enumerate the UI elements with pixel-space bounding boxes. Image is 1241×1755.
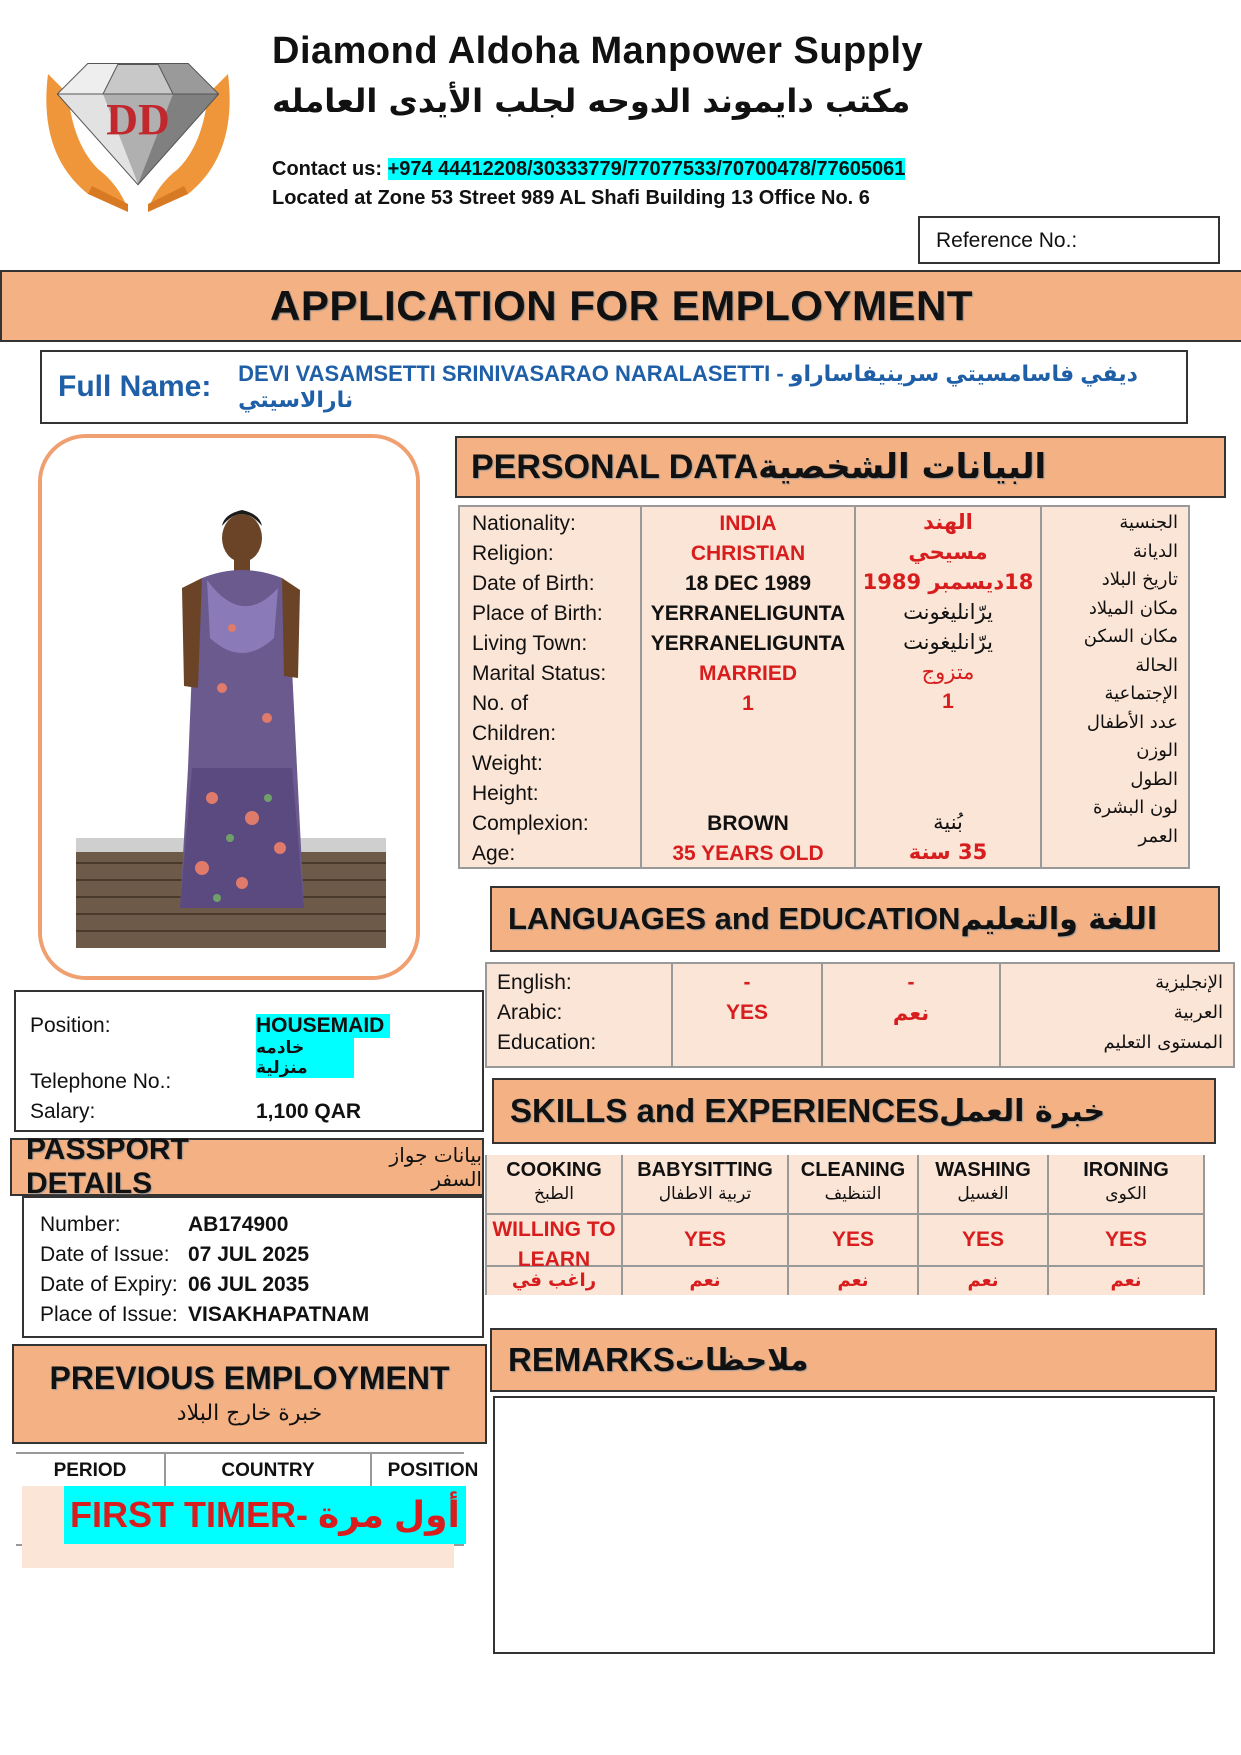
skill-cooking-name: COOKING (506, 1159, 602, 1181)
company-name: Diamond Aldoha Manpower Supply (272, 30, 924, 72)
skill-cooking-name-arabic: الطبخ (534, 1184, 574, 1204)
nationality-value: INDIA (719, 512, 777, 535)
personal-data-values (640, 507, 854, 867)
skills-title: SKILLS and EXPERIENCES (510, 1092, 940, 1129)
position-box (14, 990, 484, 1132)
personal-data-table (458, 505, 1190, 869)
nationality-label-arabic: الجنسية (1119, 512, 1178, 533)
remarks-title-arabic: ملاحظات (674, 1342, 809, 1378)
english-label: English: (497, 971, 572, 994)
remarks-box[interactable] (493, 1396, 1215, 1654)
religion-value-arabic: مسيحي (908, 540, 988, 564)
religion-label: Religion: (472, 542, 554, 565)
marital-status-label-arabic-1: الحالة (1135, 654, 1178, 676)
arabic-value: YES (725, 1001, 769, 1024)
english-value: - (743, 971, 751, 994)
salary-label: Salary: (30, 1100, 96, 1123)
country-column-header: COUNTRY (164, 1454, 370, 1488)
complexion-label-arabic: لون البشرة (1092, 797, 1178, 818)
skills-title-arabic: خبرة العمل (939, 1093, 1106, 1129)
skill-babysitting (621, 1155, 787, 1295)
personal-data-header (455, 436, 1226, 498)
skill-cleaning-name: CLEANING (800, 1159, 906, 1181)
skill-cleaning (787, 1155, 917, 1295)
passport-expiry-value: 06 JUL 2035 (188, 1273, 310, 1296)
skill-ironing-name: IRONING (1083, 1159, 1169, 1181)
passport-place-value: VISAKHAPATNAM (188, 1303, 370, 1326)
empty-value-arabic (856, 717, 1040, 747)
date-of-birth-value-arabic: 18ديسمبر 1989 (862, 570, 1034, 594)
passport-title: PASSPORT DETAILS (26, 1133, 189, 1200)
height-value (642, 779, 854, 809)
company-name-arabic: مكتب دايموند الدوحه لجلب الأيدى العامله (272, 82, 911, 120)
marital-status-value: MARRIED (699, 662, 797, 685)
skill-babysitting-value-arabic: نعم (689, 1270, 721, 1291)
skill-ironing-value: YES (1049, 1215, 1203, 1267)
date-of-birth-value: 18 DEC 1989 (684, 572, 812, 595)
complexion-label: Complexion: (472, 812, 589, 835)
passport-header (10, 1133, 484, 1200)
previous-employment-title: PREVIOUS EMPLOYMENT (49, 1360, 450, 1396)
height-value-arabic (856, 777, 1040, 807)
children-label-arabic: عدد الأطفال (1086, 711, 1178, 733)
education-label: Education: (497, 1031, 597, 1054)
place-of-birth-label: Place of Birth: (472, 602, 603, 625)
title-bar (0, 270, 1241, 342)
passport-number-value: AB174900 (188, 1213, 289, 1236)
full-name-label: Full Name: (58, 370, 212, 403)
living-town-value-arabic: يرّانليغونت (903, 630, 993, 654)
skill-babysitting-value: YES (623, 1215, 787, 1267)
telephone-label: Telephone No.: (30, 1070, 172, 1093)
children-value: 1 (742, 692, 754, 715)
age-value-arabic: 35 سنة (908, 840, 988, 864)
language-labels (487, 964, 671, 1066)
passport-place-label: Place of Issue: (40, 1303, 178, 1326)
marital-status-label: Marital Status: (472, 662, 607, 685)
position-value-arabic: خادمه منزلية (256, 1038, 354, 1078)
languages-table (485, 962, 1235, 1068)
passport-title-arabic: بيانات جواز السفر (389, 1143, 482, 1191)
passport-expiry-row (40, 1270, 482, 1300)
education-value (673, 1028, 821, 1058)
skill-cleaning-value-arabic: نعم (837, 1270, 869, 1291)
logo-letters: DD (106, 95, 170, 144)
position-value-en: HOUSEMAID (256, 1014, 390, 1038)
passport-issue-label: Date of Issue: (40, 1243, 170, 1266)
office-location: Located at Zone 53 Street 989 AL Shafi Building 13 Office No. 6 (272, 187, 870, 209)
date-of-birth-label: Date of Birth: (472, 572, 595, 595)
skill-washing-name-arabic: الغسيل (957, 1184, 1009, 1204)
languages-title: LANGUAGES and EDUCATION (508, 901, 961, 936)
complexion-value: BROWN (707, 812, 789, 835)
full-name-value: DEVI VASAMSETTI SRINIVASARAO NARALASETTI - ديفي فاسامسيتي سرينيفاساراو نارالاسيتي (238, 361, 1138, 412)
salary-value: 1,100 QAR (256, 1100, 362, 1123)
diamond-hands-icon (28, 34, 248, 214)
nationality-value-arabic: الهند (923, 510, 973, 534)
reference-label: Reference No.: (936, 229, 1078, 252)
children-label-line2: Children: (472, 722, 557, 745)
previous-employment-title-arabic: خبرة خارج البلاد (176, 1401, 323, 1426)
position-value (256, 1014, 390, 1078)
skills-header (492, 1078, 1216, 1144)
languages-header (490, 886, 1220, 952)
language-values (671, 964, 821, 1066)
age-label: Age: (472, 842, 516, 865)
education-label-arabic: المستوى التعليم (1103, 1032, 1223, 1053)
skill-washing-name: WASHING (935, 1159, 1031, 1181)
marital-status-label-arabic-2: الإجتماعية (1104, 683, 1178, 704)
skill-cooking-value: WILLING TO LEARN (492, 1218, 616, 1271)
education-value-arabic (823, 1028, 999, 1058)
weight-label-arabic: الوزن (1136, 740, 1178, 761)
skills-table (485, 1155, 1205, 1295)
personal-data-title: PERSONAL DATA (471, 447, 759, 486)
weight-value (642, 749, 854, 779)
passport-place-row (40, 1300, 482, 1330)
religion-value: CHRISTIAN (690, 542, 806, 565)
contact-label: Contact us: (272, 158, 388, 180)
living-town-label-arabic: مكان السكن (1083, 626, 1178, 647)
skill-washing-value-arabic: نعم (967, 1270, 999, 1291)
company-logo (28, 34, 248, 214)
english-label-arabic: الإنجليزية (1155, 972, 1223, 993)
weight-label: Weight: (472, 752, 543, 775)
english-value-arabic: - (907, 971, 915, 994)
applicant-photo (42, 438, 420, 980)
place-of-birth-label-arabic: مكان الميلاد (1088, 597, 1178, 619)
age-value: 35 YEARS OLD (672, 842, 824, 865)
personal-data-labels-arabic (1040, 507, 1188, 867)
contact-phones: +974 44412208/30333779/77077533/70700478/77605061 (387, 158, 906, 180)
nationality-label: Nationality: (472, 512, 576, 535)
language-values-arabic (821, 964, 999, 1066)
weight-value-arabic (856, 747, 1040, 777)
skill-washing (917, 1155, 1047, 1295)
personal-data-title-arabic: البيانات الشخصية (758, 447, 1047, 487)
passport-number-label: Number: (40, 1213, 121, 1236)
previous-employment-header (12, 1344, 487, 1444)
skill-cleaning-value: YES (789, 1215, 917, 1267)
children-label-line1: No. of (472, 692, 529, 715)
complexion-value-arabic: بُنية (933, 810, 963, 834)
passport-issue-value: 07 JUL 2025 (188, 1243, 310, 1266)
living-town-value: YERRANELIGUNTA (650, 632, 846, 655)
applicant-photo-frame (38, 434, 420, 980)
arabic-label-arabic: العربية (1173, 1002, 1223, 1023)
height-label: Height: (472, 782, 539, 805)
remarks-title: REMARKS (508, 1341, 675, 1378)
reference-number-box[interactable] (918, 216, 1220, 264)
skill-cooking (485, 1155, 621, 1295)
marital-status-value-arabic: متزوج (921, 660, 975, 684)
position-label: Position: (30, 1014, 111, 1037)
passport-issue-row (40, 1240, 482, 1270)
language-labels-arabic (999, 964, 1233, 1066)
height-label-arabic: الطول (1130, 768, 1178, 790)
date-of-birth-label-arabic: تاريخ البلاد (1101, 569, 1178, 590)
skill-cleaning-name-arabic: التنظيف (824, 1184, 882, 1204)
place-of-birth-value-arabic: يرّانليغونت (903, 600, 993, 624)
skill-ironing-name-arabic: الكوى (1105, 1184, 1147, 1204)
skill-washing-value: YES (919, 1215, 1047, 1267)
skill-babysitting-name-arabic: تربية الاطفال (658, 1184, 752, 1204)
religion-label-arabic: الديانة (1132, 540, 1178, 562)
personal-data-values-arabic (854, 507, 1040, 867)
contact-line (272, 158, 905, 181)
passport-number-row (40, 1210, 482, 1240)
first-timer-status: FIRST TIMER- أول مرة (64, 1486, 466, 1544)
position-column-header: POSITION (370, 1454, 494, 1488)
living-town-label: Living Town: (472, 632, 588, 655)
passport-expiry-label: Date of Expiry: (40, 1273, 178, 1296)
place-of-birth-value: YERRANELIGUNTA (650, 602, 846, 625)
skill-babysitting-name: BABYSITTING (637, 1159, 773, 1181)
arabic-label: Arabic: (497, 1001, 563, 1024)
languages-title-arabic: اللغة والتعليم (960, 901, 1158, 937)
children-value-arabic: 1 (942, 690, 954, 713)
age-label-arabic: العمر (1138, 825, 1178, 847)
remarks-header (490, 1328, 1217, 1392)
personal-data-labels (460, 507, 640, 867)
full-name-box (40, 350, 1188, 424)
passport-details-box (22, 1196, 484, 1338)
skill-cooking-value-arabic: راغب في (511, 1270, 597, 1291)
arabic-value-arabic: نعم (892, 1001, 930, 1025)
empty-value (642, 719, 854, 749)
skill-ironing-value-arabic: نعم (1110, 1270, 1142, 1291)
page-title: APPLICATION FOR EMPLOYMENT (270, 282, 973, 329)
skill-ironing (1047, 1155, 1205, 1295)
period-column-header: PERIOD (53, 1460, 127, 1481)
